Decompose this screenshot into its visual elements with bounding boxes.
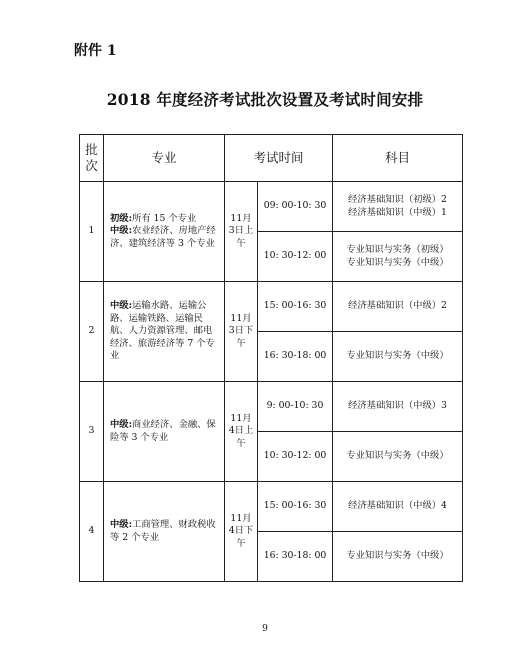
header-batch: [80, 135, 104, 182]
major-cell: [104, 182, 225, 282]
subject-item: 专业知识与实务（中级）: [346, 450, 449, 462]
batch-number: 3: [80, 382, 104, 482]
table-row: [80, 182, 463, 232]
table-row: [80, 282, 463, 332]
batch-number: 1: [80, 182, 104, 282]
session-subjects: [333, 182, 463, 232]
session-time: 15: 00-16: 30: [258, 482, 333, 532]
batch-number: 4: [80, 482, 104, 582]
exam-date: 11月3日下午: [225, 282, 258, 382]
exam-date: 11月4日下午: [225, 482, 258, 582]
level-label: 中级:: [110, 225, 133, 237]
session-subjects: [333, 332, 463, 382]
header-batch-char-1: 批: [85, 141, 98, 157]
major-text: 商业经济、金融、保险等 3 个专业: [110, 418, 216, 443]
subject-item: 经济基础知识（中级）2: [348, 300, 447, 312]
page-number: 9: [262, 624, 268, 634]
level-label: 中级:: [110, 300, 133, 312]
level-label: 中级:: [110, 418, 133, 430]
major-cell: [104, 482, 225, 582]
table-row: [80, 382, 463, 432]
subject-item: 专业知识与实务（中级）: [346, 350, 449, 362]
subject-item: 经济基础知识（中级）1: [348, 206, 447, 218]
session-subjects: [333, 282, 463, 332]
level-label: 中级:: [110, 518, 133, 530]
major-text: 工商管理、财政税收等 2 个专业: [110, 518, 216, 543]
exam-date: 11月3日上午: [225, 182, 258, 282]
subject-item: 专业知识与实务（中级）: [346, 256, 449, 268]
session-subjects: [333, 482, 463, 532]
major-line: [110, 300, 220, 363]
subject-item: 专业知识与实务（初级）: [346, 243, 449, 255]
session-subjects: [333, 532, 463, 582]
header-exam-time: 考试时间: [225, 135, 333, 182]
level-label: 初级:: [110, 212, 133, 224]
major-text: 农业经济、房地产经济、建筑经济等 3 个专业: [110, 225, 216, 249]
session-time: 9: 00-10: 30: [258, 382, 333, 432]
major-cell: [104, 382, 225, 482]
session-time: 16: 30-18: 00: [258, 332, 333, 382]
exam-schedule-table: [79, 134, 463, 582]
major-line: [110, 213, 220, 226]
subject-item: 专业知识与实务（中级）: [346, 550, 449, 562]
subject-item: 经济基础知识（中级）3: [348, 400, 447, 412]
session-subjects: [333, 432, 463, 482]
table-header-row: [80, 135, 463, 182]
major-line: [110, 519, 220, 544]
header-subject: 科目: [333, 135, 463, 182]
table-row: [80, 482, 463, 532]
major-line: [110, 225, 220, 250]
attachment-label: 附件 1: [74, 43, 117, 59]
session-time: 15: 00-16: 30: [258, 282, 333, 332]
session-subjects: [333, 382, 463, 432]
session-subjects: [333, 232, 463, 282]
document-title: 2018 年度经济考试批次设置及考试时间安排: [106, 90, 424, 109]
session-time: 16: 30-18: 00: [258, 532, 333, 582]
major-cell: [104, 282, 225, 382]
exam-date: 11月4日上午: [225, 382, 258, 482]
batch-number: 2: [80, 282, 104, 382]
major-text: 运输水路、运输公路、运输铁路、运输民航、人力资源管理、邮电经济、旅游经济等 7 个专业: [110, 300, 215, 362]
subject-item: 经济基础知识（中级）4: [348, 500, 447, 512]
major-line: [110, 419, 220, 444]
header-batch-char-2: 次: [85, 158, 98, 173]
session-time: 10: 30-12: 00: [258, 232, 333, 282]
session-time: 10: 30-12: 00: [258, 432, 333, 482]
header-major: 专业: [104, 135, 225, 182]
subject-item: 经济基础知识（初级）2: [348, 193, 447, 205]
major-text: 所有 15 个专业: [132, 212, 197, 224]
session-time: 09: 00-10: 30: [258, 182, 333, 232]
